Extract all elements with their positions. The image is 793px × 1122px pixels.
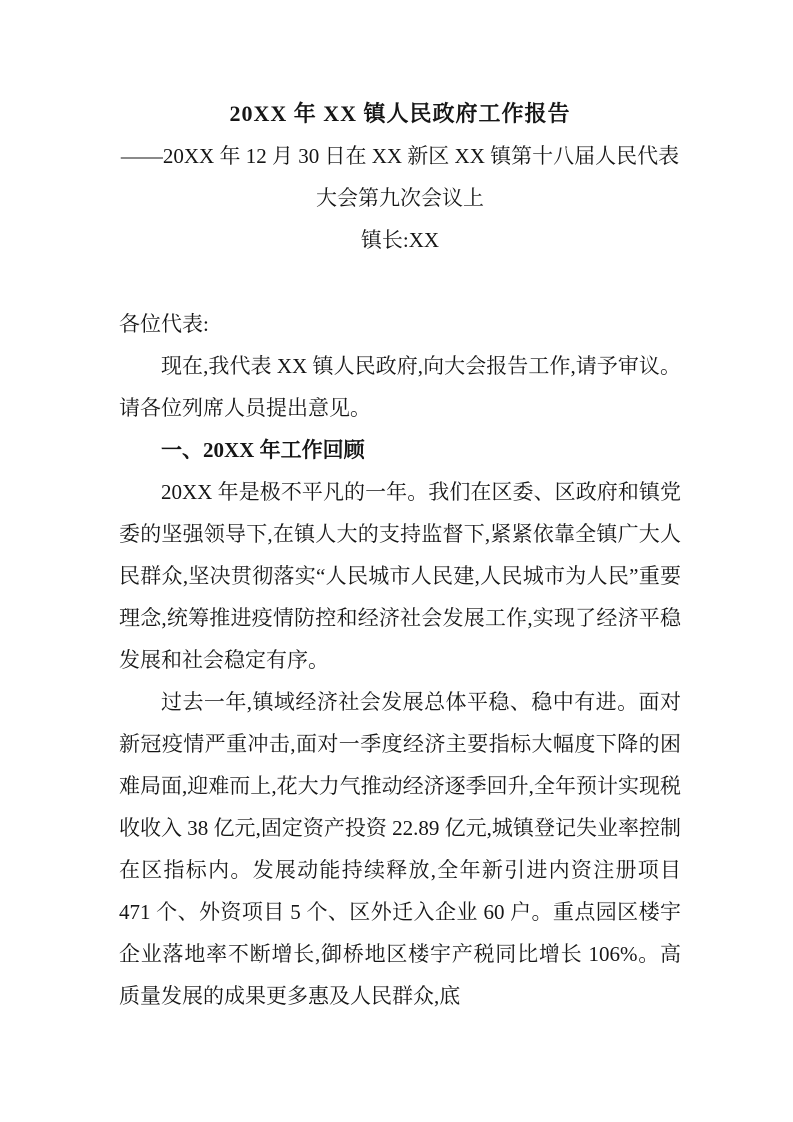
- section-1-paragraph-1: 20XX 年是极不平凡的一年。我们在区委、区政府和镇党委的坚强领导下,在镇人大的支持监督下,紧紧依靠全镇广大人民群众,坚决贯彻落实“人民城市人民建,人民城市为人民”重要理念,统筹推进疫情防控和经济社会发展工作,实现了经济平稳发展和社会稳定有序。: [119, 480, 681, 672]
- presenter-line: 镇长:XX: [360, 228, 440, 252]
- salutation: 各位代表:: [119, 312, 209, 336]
- document-subtitle: ——20XX 年 12 月 30 日在 XX 新区 XX 镇第十八届人民代表大会第九次会议上: [120, 144, 680, 210]
- intro-paragraph: 现在,我代表 XX 镇人民政府,向大会报告工作,请予审议。请各位列席人员提出意见。: [119, 354, 681, 420]
- blank-line: [119, 261, 681, 303]
- document-title: 20XX 年 XX 镇人民政府工作报告: [229, 101, 571, 126]
- section-1-paragraph-2: 过去一年,镇域经济社会发展总体平稳、稳中有进。面对新冠疫情严重冲击,面对一季度经济主要指标大幅度下降的困难局面,迎难而上,花大力气推动经济逐季回升,全年预计实现税收收入 38 亿元,固定资产投资 22.89 亿元,城镇登记失业率控制在区指标内。发展动能持续释放,全年新引进内资注册项目 471 个、外资项目 5 个、区外迁入企业 60 户。重点园区楼宇企业落地率不断增长,御桥地区楼宇产税同比增长 106%。高质量发展的成果更多惠及人民群众,底: [119, 690, 681, 1008]
- section-1-heading: 一、20XX 年工作回顾: [161, 438, 365, 462]
